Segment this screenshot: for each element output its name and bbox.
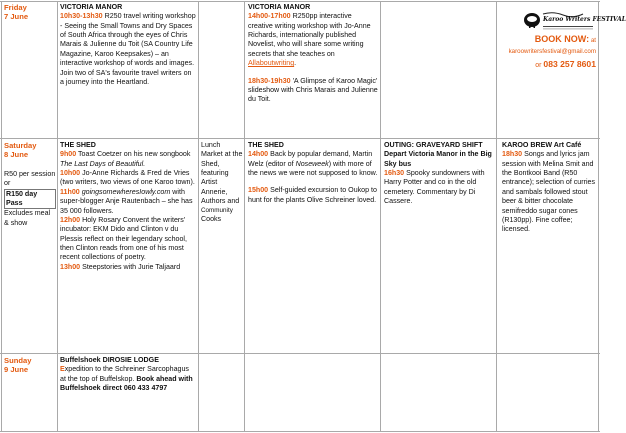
- event-item: [248, 150, 378, 178]
- event-time: 10h30-13h30: [60, 12, 103, 21]
- day-pass-badge: R150 day Pass: [4, 189, 56, 210]
- friday-day-cell: [4, 3, 56, 22]
- event-time: 13h00: [60, 262, 81, 271]
- at-text: at: [589, 37, 596, 44]
- event-item: [60, 216, 196, 263]
- venue-title: VICTORIA MANOR: [60, 3, 123, 11]
- venue-title: THE SHED: [248, 141, 284, 149]
- event-item: [60, 150, 196, 169]
- day-label: Saturday: [4, 141, 37, 150]
- event-text: xpedition to the Schreiner Sarcophagus at the top of Buffelskop.: [60, 365, 189, 383]
- phone-line: [500, 59, 596, 70]
- logo-text: Karoo Writers FESTIVAL: [543, 16, 626, 23]
- friday-morning-event: [60, 3, 196, 87]
- grid-row1-bottom: [0, 138, 600, 139]
- event-time: 14h00: [248, 150, 269, 159]
- grid-left: [1, 1, 2, 432]
- event-time: 10h00: [60, 169, 81, 178]
- book-now-line: [500, 34, 596, 46]
- event-text: Songs and lyrics jam session with Melina Smit and the Bontkooi Band (R50 entrance); selection of curries and sambals followed stout beer & bitter chocolate semifreddo sugar cones (R130pp). Fine coffee; licensed.: [502, 150, 596, 234]
- event-item: [502, 150, 596, 234]
- outing-title: OUTING: GRAVEYARD SHIFT Depart Victoria Manor in the Big Sky bus: [384, 141, 492, 168]
- sunday-day-cell: [4, 356, 56, 375]
- event-time: 11h00: [60, 187, 80, 196]
- blog-name: goingsomewheresIowly.com: [79, 187, 171, 196]
- saturday-day-cell: [4, 141, 56, 228]
- day-label: Sunday: [4, 356, 32, 365]
- book-title: The Last Days of Beautiful.: [60, 159, 146, 168]
- event-text: Jo-Anne Richards & Fred de Vries (two writers, two views of one Karoo town).: [60, 169, 195, 187]
- event-text: Spooky sundowners with Harry Potter and co in the old cemetery. Commentary by Di Cassere.: [384, 169, 485, 206]
- event-item: [248, 186, 378, 205]
- booking-note: Book ahead with Buffelshoek direct 060 433 4797: [60, 374, 193, 393]
- event-text: 'A Glimpse of Karoo Magic' slideshow with Chris Marais and Julienne du Toit.: [248, 76, 378, 104]
- saturday-shed-morning: [60, 141, 196, 272]
- booking-info: [500, 34, 596, 70]
- grid-col4: [380, 1, 381, 432]
- venue-title: THE SHED: [60, 141, 96, 149]
- event-text: Self-guided excursion to Oukop to hunt for the plants Olive Schreiner loved.: [248, 186, 377, 204]
- event-text: R250pp interactive creative writing workshop with Jo-Anne Richards, internationally published Novelist, who will share some writing secrets that she teaches on: [248, 12, 371, 58]
- event-text: R250 travel writing workshop - Seeing the Small Towns and Dry Spaces of South Africa through the eyes of Chris Marais & Julienne du Toit (SA Country Life Magazine, Karoo Keepsakes) – an interactive workshop of words and images. Join two of SA's favourite travel writers on a journey into the Heartland.: [60, 12, 196, 86]
- venue-title: VICTORIA MANOR: [248, 3, 311, 11]
- grid-col2: [198, 1, 199, 432]
- grid-row2-bottom: [0, 353, 600, 354]
- allaboutwriting-link[interactable]: Allaboutwriting: [248, 59, 295, 68]
- cafe-title: KAROO BREW Art Café: [502, 141, 582, 149]
- event-text: Back by popular demand, Martin Welz (editor of: [248, 150, 373, 168]
- friday-afternoon-event: [248, 3, 378, 105]
- or-text: or: [535, 62, 544, 70]
- grid-bottom: [0, 431, 600, 432]
- venue-title: Buffelshoek DIROSIE LODGE: [60, 356, 159, 364]
- grid-col1: [57, 1, 58, 432]
- grid-col3: [244, 1, 245, 432]
- event-text: Steepstories with Jurie Taljaard: [80, 262, 181, 271]
- saturday-shed-afternoon: [248, 141, 378, 205]
- event-time: 14h00-17h00: [248, 12, 291, 21]
- event-time: 18h30-19h30: [248, 76, 291, 85]
- event-text: Holy Rosary Convent the writers' incubator: EKM Dido and Clinton v du Plessis reflect on their legendary school, then Clinton reads from one of his most recent collections of poetry.: [60, 215, 187, 262]
- event-time: 15h00: [248, 186, 269, 195]
- event-time: 12h00: [60, 215, 81, 224]
- graveyard-shift-outing: [384, 141, 494, 207]
- event-item: [60, 365, 196, 393]
- lunch-market-text: Lunch Market at the Shed, featuring Artist Annerie, Authors and: [201, 141, 243, 206]
- event-time: 16h30: [384, 169, 405, 178]
- event-item: [60, 263, 196, 272]
- event-text: with super-blogger Anje Rautenbach – she has 35 000 followers.: [60, 187, 193, 215]
- event-description: [248, 77, 378, 105]
- event-description: [248, 12, 378, 68]
- event-item: [60, 188, 196, 216]
- event-description: [60, 12, 196, 87]
- karoo-brew-cafe: [502, 141, 596, 235]
- event-time: 9h00: [60, 150, 77, 159]
- booking-phone[interactable]: 083 257 8601: [543, 59, 596, 70]
- publication-name: Noseweek: [295, 159, 329, 168]
- excludes-note: Excludes meal & show: [4, 209, 51, 227]
- grid-right: [598, 1, 599, 432]
- event-text: ) with more of the news we were not supposed to know.: [248, 159, 378, 178]
- book-now-label: BOOK NOW:: [534, 34, 590, 44]
- booking-email[interactable]: karoowritersfestival@gmail.com: [508, 47, 596, 55]
- buffelshoek-expedition: [60, 356, 196, 393]
- event-text: Toast Coetzer on his new songbook: [76, 150, 191, 159]
- grid-top: [0, 1, 600, 2]
- date-label: 8 June: [4, 150, 29, 160]
- cooks-text: Cooks: [201, 214, 222, 223]
- day-label: Friday: [4, 3, 27, 12]
- event-item: [60, 169, 196, 188]
- punctuation: .: [294, 59, 297, 68]
- event-time: 18h30: [502, 150, 523, 159]
- price-per-session: R50 per session or: [4, 169, 56, 188]
- festival-logo: [523, 9, 626, 31]
- event-item: [384, 169, 494, 206]
- grid-col5: [496, 1, 497, 432]
- initial-letter: E: [60, 365, 65, 374]
- date-label: 9 June: [4, 365, 29, 375]
- lunch-market-cell: [201, 141, 243, 224]
- date-label: 7 June: [4, 12, 29, 22]
- community-text: Community: [201, 206, 233, 214]
